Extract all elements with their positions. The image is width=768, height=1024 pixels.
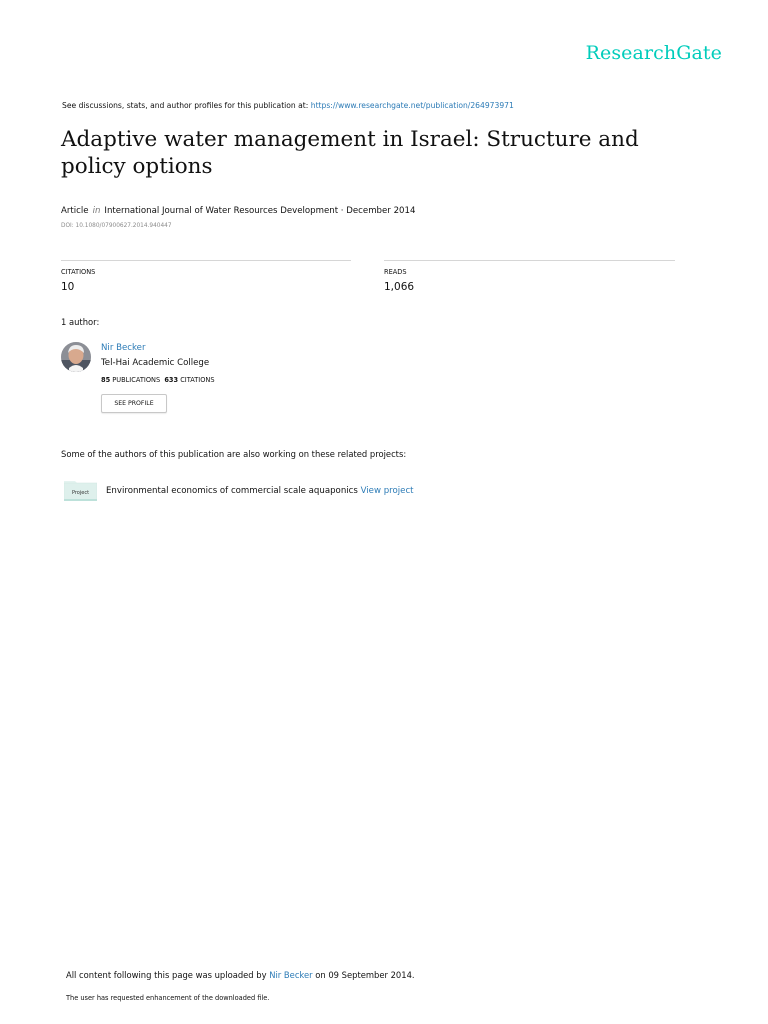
author-citations-count: 633 [164,376,179,384]
publication-type: Article [61,206,89,216]
related-projects-heading: Some of the authors of this publication are also working on these related projects: [61,449,407,459]
authors-heading: 1 author: [61,317,100,327]
researchgate-logo[interactable]: ResearchGate [585,42,722,64]
upload-info [66,970,415,980]
source-line-prefix: See discussions, stats, and author profiles for this publication at: [62,101,311,110]
project-item [106,486,414,496]
author-publications-label: PUBLICATIONS [112,376,161,384]
reads-divider [384,260,675,261]
citations-value: 10 [61,281,75,293]
in-word: in [92,206,101,216]
project-title: Environmental economics of commercial scale aquaponics [106,486,361,496]
author-institution: Tel-Hai Academic College [101,358,210,368]
author-stats [101,376,215,384]
project-folder-icon[interactable] [64,480,97,501]
citations-divider [61,260,351,261]
source-line [62,101,514,110]
author-name-link[interactable]: Nir Becker [101,343,146,353]
publication-url-link[interactable]: https://www.researchgate.net/publication/264973971 [310,101,514,110]
publication-title: Adaptive water management in Israel: Structure and policy options [61,127,639,179]
view-project-link[interactable]: View project [360,486,414,496]
author-publications-count: 85 [101,376,111,384]
author-citations-label: CITATIONS [180,376,215,384]
reads-label: READS [384,268,407,276]
publication-meta [61,206,415,216]
upload-suffix: on 09 September 2014. [312,970,415,980]
doi: DOI: 10.1080/07900627.2014.940447 [61,223,172,229]
see-profile-button[interactable]: SEE PROFILE [101,394,167,413]
journal-and-date: International Journal of Water Resources Development · December 2014 [104,206,416,216]
avatar[interactable] [61,342,91,372]
upload-prefix: All content following this page was uploaded by [66,970,270,980]
reads-value: 1,066 [384,281,415,293]
author-photo-icon [61,342,91,372]
uploader-link[interactable]: Nir Becker [269,970,313,980]
project-icon-label: Project [71,490,90,496]
project-icon-graphic [64,480,97,501]
citations-label: CITATIONS [61,268,96,276]
enhancement-note: The user has requested enhancement of the downloaded file. [66,994,270,1002]
